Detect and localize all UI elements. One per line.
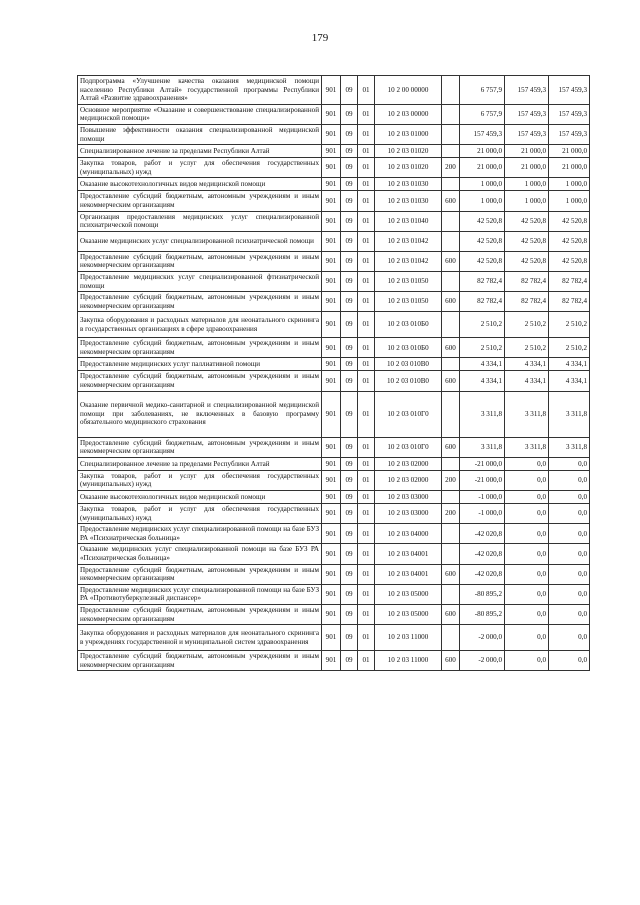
ministry-code: 901 — [322, 604, 341, 624]
ministry-code: 901 — [322, 211, 341, 231]
target-article-code: 10 2 03 05000 — [375, 584, 442, 604]
amount-year-1: -42 020,8 — [460, 564, 505, 584]
table-row — [78, 625, 590, 651]
target-article-code: 10 2 03 04000 — [375, 524, 442, 544]
amount-year-2: 82 782,4 — [505, 271, 549, 291]
expense-type-code — [442, 391, 460, 437]
ministry-code: 901 — [322, 338, 341, 358]
expense-type-code — [442, 358, 460, 371]
amount-year-3: 1 000,0 — [549, 191, 590, 211]
table-row — [78, 231, 590, 251]
section-code: 09 — [341, 211, 358, 231]
amount-year-1: -80 895,2 — [460, 604, 505, 624]
amount-year-1: -80 895,2 — [460, 584, 505, 604]
target-article-code: 10 2 03 010Г0 — [375, 391, 442, 437]
row-description: Специализированное лечение за пределами Республики Алтай — [78, 145, 322, 158]
amount-year-3: 1 000,0 — [549, 178, 590, 191]
amount-year-3: 0,0 — [549, 457, 590, 470]
subsection-code: 01 — [358, 211, 375, 231]
ministry-code: 901 — [322, 437, 341, 457]
row-description: Предоставление субсидий бюджетным, автономным учреждениям и иным некоммерческим организациям — [78, 292, 322, 312]
amount-year-1: 82 782,4 — [460, 292, 505, 312]
amount-year-2: 2 510,2 — [505, 338, 549, 358]
expense-type-code: 600 — [442, 604, 460, 624]
amount-year-1: 4 334,1 — [460, 371, 505, 391]
amount-year-3: 0,0 — [549, 651, 590, 671]
target-article-code: 10 2 03 01042 — [375, 251, 442, 271]
subsection-code: 01 — [358, 504, 375, 524]
subsection-code: 01 — [358, 231, 375, 251]
ministry-code: 901 — [322, 457, 341, 470]
ministry-code: 901 — [322, 191, 341, 211]
expense-type-code: 600 — [442, 338, 460, 358]
amount-year-1: 42 520,8 — [460, 211, 505, 231]
amount-year-2: 0,0 — [505, 457, 549, 470]
amount-year-3: 0,0 — [549, 524, 590, 544]
table-row — [78, 604, 590, 624]
subsection-code: 01 — [358, 292, 375, 312]
ministry-code: 901 — [322, 625, 341, 651]
amount-year-3: 157 459,3 — [549, 76, 590, 105]
amount-year-1: -21 000,0 — [460, 470, 505, 490]
expense-type-code — [442, 271, 460, 291]
expense-type-code — [442, 104, 460, 124]
subsection-code: 01 — [358, 544, 375, 564]
expense-type-code — [442, 491, 460, 504]
ministry-code: 901 — [322, 544, 341, 564]
row-description: Предоставление субсидий бюджетным, автономным учреждениям и иным некоммерческим организациям — [78, 604, 322, 624]
target-article-code: 10 2 03 04001 — [375, 544, 442, 564]
section-code: 09 — [341, 470, 358, 490]
amount-year-3: 0,0 — [549, 584, 590, 604]
row-description: Предоставление субсидий бюджетным, автономным учреждениям и иным некоммерческим организациям — [78, 651, 322, 671]
subsection-code: 01 — [358, 191, 375, 211]
section-code: 09 — [341, 544, 358, 564]
ministry-code: 901 — [322, 76, 341, 105]
section-code: 09 — [341, 504, 358, 524]
subsection-code: 01 — [358, 604, 375, 624]
ministry-code: 901 — [322, 564, 341, 584]
table-row — [78, 158, 590, 178]
amount-year-3: 0,0 — [549, 504, 590, 524]
target-article-code: 10 2 00 00000 — [375, 76, 442, 105]
ministry-code: 901 — [322, 371, 341, 391]
table-row — [78, 504, 590, 524]
ministry-code: 901 — [322, 491, 341, 504]
amount-year-1: 6 757,9 — [460, 104, 505, 124]
subsection-code: 01 — [358, 584, 375, 604]
amount-year-3: 157 459,3 — [549, 104, 590, 124]
amount-year-3: 4 334,1 — [549, 358, 590, 371]
target-article-code: 10 2 03 01000 — [375, 124, 442, 144]
row-description: Подпрограмма «Улучшение качества оказания медицинской помощи населению Республики Алтай» государственной программы Республики Алтай «Развитие здравоохранения» — [78, 76, 322, 105]
amount-year-2: 0,0 — [505, 491, 549, 504]
expense-type-code: 600 — [442, 292, 460, 312]
amount-year-1: 3 311,8 — [460, 437, 505, 457]
table-row — [78, 145, 590, 158]
target-article-code: 10 2 03 01042 — [375, 231, 442, 251]
expense-type-code: 600 — [442, 371, 460, 391]
amount-year-3: 2 510,2 — [549, 338, 590, 358]
ministry-code: 901 — [322, 391, 341, 437]
section-code: 09 — [341, 312, 358, 338]
row-description: Повышение эффективности оказания специализированной медицинской помощи — [78, 124, 322, 144]
amount-year-2: 0,0 — [505, 470, 549, 490]
amount-year-2: 0,0 — [505, 564, 549, 584]
amount-year-1: -42 020,8 — [460, 524, 505, 544]
row-description: Предоставление субсидий бюджетным, автономным учреждениям и иным некоммерческим организациям — [78, 251, 322, 271]
target-article-code: 10 2 03 010Б0 — [375, 312, 442, 338]
section-code: 09 — [341, 358, 358, 371]
target-article-code: 10 2 03 01020 — [375, 158, 442, 178]
expense-type-code — [442, 625, 460, 651]
section-code: 09 — [341, 604, 358, 624]
amount-year-3: 0,0 — [549, 470, 590, 490]
amount-year-3: 157 459,3 — [549, 124, 590, 144]
target-article-code: 10 2 03 010В0 — [375, 358, 442, 371]
expense-type-code: 600 — [442, 437, 460, 457]
table-row — [78, 457, 590, 470]
target-article-code: 10 2 03 11000 — [375, 651, 442, 671]
amount-year-2: 1 000,0 — [505, 191, 549, 211]
row-description: Оказание высокотехнологичных видов медицинской помощи — [78, 178, 322, 191]
table-row — [78, 358, 590, 371]
amount-year-3: 42 520,8 — [549, 211, 590, 231]
amount-year-3: 0,0 — [549, 564, 590, 584]
amount-year-3: 82 782,4 — [549, 271, 590, 291]
ministry-code: 901 — [322, 145, 341, 158]
subsection-code: 01 — [358, 124, 375, 144]
row-description: Закупка оборудования и расходных материалов для неонатального скрининга в государственных организациях в сфере здравоохранения — [78, 312, 322, 338]
amount-year-1: 2 510,2 — [460, 312, 505, 338]
amount-year-2: 0,0 — [505, 604, 549, 624]
subsection-code: 01 — [358, 625, 375, 651]
subsection-code: 01 — [358, 371, 375, 391]
section-code: 09 — [341, 76, 358, 105]
target-article-code: 10 2 03 01040 — [375, 211, 442, 231]
ministry-code: 901 — [322, 651, 341, 671]
amount-year-1: -2 000,0 — [460, 651, 505, 671]
table-row — [78, 312, 590, 338]
row-description: Оказание медицинских услуг специализированной психиатрической помощи — [78, 231, 322, 251]
target-article-code: 10 2 03 010Б0 — [375, 338, 442, 358]
amount-year-3: 42 520,8 — [549, 251, 590, 271]
expense-type-code — [442, 544, 460, 564]
ministry-code: 901 — [322, 358, 341, 371]
ministry-code: 901 — [322, 504, 341, 524]
amount-year-2: 4 334,1 — [505, 358, 549, 371]
amount-year-1: 4 334,1 — [460, 358, 505, 371]
amount-year-2: 157 459,3 — [505, 76, 549, 105]
table-row — [78, 338, 590, 358]
amount-year-3: 0,0 — [549, 544, 590, 564]
subsection-code: 01 — [358, 651, 375, 671]
amount-year-2: 21 000,0 — [505, 158, 549, 178]
amount-year-3: 0,0 — [549, 604, 590, 624]
target-article-code: 10 2 03 05000 — [375, 604, 442, 624]
subsection-code: 01 — [358, 338, 375, 358]
expense-type-code — [442, 178, 460, 191]
ministry-code: 901 — [322, 231, 341, 251]
amount-year-1: 1 000,0 — [460, 178, 505, 191]
expense-type-code — [442, 76, 460, 105]
amount-year-1: 1 000,0 — [460, 191, 505, 211]
amount-year-2: 3 311,8 — [505, 437, 549, 457]
target-article-code: 10 2 03 010В0 — [375, 371, 442, 391]
row-description: Организация предоставления медицинских услуг специализированной психиатрической помощи — [78, 211, 322, 231]
subsection-code: 01 — [358, 76, 375, 105]
amount-year-2: 0,0 — [505, 524, 549, 544]
section-code: 09 — [341, 145, 358, 158]
ministry-code: 901 — [322, 251, 341, 271]
expense-type-code: 600 — [442, 251, 460, 271]
amount-year-2: 0,0 — [505, 625, 549, 651]
amount-year-2: 2 510,2 — [505, 312, 549, 338]
table-row — [78, 124, 590, 144]
target-article-code: 10 2 03 04001 — [375, 564, 442, 584]
amount-year-2: 42 520,8 — [505, 231, 549, 251]
ministry-code: 901 — [322, 312, 341, 338]
amount-year-3: 3 311,8 — [549, 437, 590, 457]
ministry-code: 901 — [322, 158, 341, 178]
amount-year-1: -42 020,8 — [460, 544, 505, 564]
amount-year-3: 82 782,4 — [549, 292, 590, 312]
subsection-code: 01 — [358, 104, 375, 124]
target-article-code: 10 2 03 03000 — [375, 504, 442, 524]
amount-year-3: 0,0 — [549, 625, 590, 651]
section-code: 09 — [341, 338, 358, 358]
amount-year-1: -2 000,0 — [460, 625, 505, 651]
row-description: Предоставление субсидий бюджетным, автономным учреждениям и иным некоммерческим организациям — [78, 371, 322, 391]
table-row — [78, 391, 590, 437]
row-description: Специализированное лечение за пределами Республики Алтай — [78, 457, 322, 470]
table-row — [78, 491, 590, 504]
target-article-code: 10 2 03 03000 — [375, 491, 442, 504]
subsection-code: 01 — [358, 251, 375, 271]
amount-year-2: 157 459,3 — [505, 124, 549, 144]
amount-year-1: 3 311,8 — [460, 391, 505, 437]
amount-year-2: 4 334,1 — [505, 371, 549, 391]
table-row — [78, 470, 590, 490]
row-description: Предоставление медицинских услуг паллиативной помощи — [78, 358, 322, 371]
section-code: 09 — [341, 158, 358, 178]
row-description: Закупка оборудования и расходных материалов для неонатального скрининга в учреждениях государственной и муниципальной систем здравоохранения — [78, 625, 322, 651]
row-description: Предоставление субсидий бюджетным, автономным учреждениям и иным некоммерческим организациям — [78, 437, 322, 457]
subsection-code: 01 — [358, 437, 375, 457]
row-description: Предоставление субсидий бюджетным, автономным учреждениям и иным некоммерческим организациям — [78, 564, 322, 584]
amount-year-1: 82 782,4 — [460, 271, 505, 291]
target-article-code: 10 2 03 01050 — [375, 292, 442, 312]
section-code: 09 — [341, 251, 358, 271]
expense-type-code: 200 — [442, 504, 460, 524]
table-row — [78, 271, 590, 291]
amount-year-1: -1 000,0 — [460, 504, 505, 524]
amount-year-3: 42 520,8 — [549, 231, 590, 251]
amount-year-2: 42 520,8 — [505, 251, 549, 271]
subsection-code: 01 — [358, 158, 375, 178]
expense-type-code — [442, 457, 460, 470]
section-code: 09 — [341, 191, 358, 211]
expense-type-code: 600 — [442, 191, 460, 211]
amount-year-1: 2 510,2 — [460, 338, 505, 358]
target-article-code: 10 2 03 00000 — [375, 104, 442, 124]
ministry-code: 901 — [322, 271, 341, 291]
target-article-code: 10 2 03 11000 — [375, 625, 442, 651]
row-description: Оказание медицинских услуг специализированной помощи на базе БУЗ РА «Психиатрическая больница» — [78, 544, 322, 564]
subsection-code: 01 — [358, 271, 375, 291]
amount-year-1: 157 459,3 — [460, 124, 505, 144]
expense-type-code — [442, 145, 460, 158]
amount-year-1: 6 757,9 — [460, 76, 505, 105]
subsection-code: 01 — [358, 312, 375, 338]
table-row — [78, 191, 590, 211]
section-code: 09 — [341, 104, 358, 124]
section-code: 09 — [341, 124, 358, 144]
table-body — [78, 76, 590, 671]
amount-year-2: 42 520,8 — [505, 211, 549, 231]
section-code: 09 — [341, 391, 358, 437]
subsection-code: 01 — [358, 178, 375, 191]
row-description: Предоставление субсидий бюджетным, автономным учреждениям и иным некоммерческим организациям — [78, 338, 322, 358]
amount-year-2: 157 459,3 — [505, 104, 549, 124]
table-row — [78, 437, 590, 457]
target-article-code: 10 2 03 010Г0 — [375, 437, 442, 457]
expense-type-code — [442, 124, 460, 144]
row-description: Оказание первичной медико-санитарной и специализированной медицинской помощи при заболеваниях, не включенных в базовую программу обязательного медицинского страхования — [78, 391, 322, 437]
row-description: Предоставление медицинских услуг специализированной помощи на базе БУЗ РА «Психиатрическая больница» — [78, 524, 322, 544]
ministry-code: 901 — [322, 292, 341, 312]
row-description: Предоставление медицинских услуг специализированной помощи на базе БУЗ РА «Противотуберкулезный диспансер» — [78, 584, 322, 604]
expense-type-code — [442, 584, 460, 604]
subsection-code: 01 — [358, 391, 375, 437]
amount-year-2: 0,0 — [505, 544, 549, 564]
amount-year-3: 21 000,0 — [549, 158, 590, 178]
target-article-code: 10 2 03 01030 — [375, 191, 442, 211]
table-row — [78, 371, 590, 391]
table-row — [78, 564, 590, 584]
subsection-code: 01 — [358, 145, 375, 158]
section-code: 09 — [341, 371, 358, 391]
section-code: 09 — [341, 231, 358, 251]
table-row — [78, 104, 590, 124]
expense-type-code — [442, 312, 460, 338]
ministry-code: 901 — [322, 524, 341, 544]
target-article-code: 10 2 03 01050 — [375, 271, 442, 291]
ministry-code: 901 — [322, 104, 341, 124]
subsection-code: 01 — [358, 457, 375, 470]
row-description: Закупка товаров, работ и услуг для обеспечения государственных (муниципальных) нужд — [78, 158, 322, 178]
row-description: Основное мероприятие «Оказание и совершенствование специализированной медицинской помощи» — [78, 104, 322, 124]
amount-year-2: 0,0 — [505, 504, 549, 524]
amount-year-1: 42 520,8 — [460, 251, 505, 271]
table-row — [78, 524, 590, 544]
section-code: 09 — [341, 457, 358, 470]
amount-year-3: 4 334,1 — [549, 371, 590, 391]
expense-type-code — [442, 524, 460, 544]
section-code: 09 — [341, 178, 358, 191]
amount-year-1: 42 520,8 — [460, 231, 505, 251]
expense-type-code — [442, 231, 460, 251]
expense-type-code: 600 — [442, 564, 460, 584]
expense-type-code: 200 — [442, 158, 460, 178]
table-row — [78, 251, 590, 271]
table-row — [78, 211, 590, 231]
expense-type-code: 600 — [442, 651, 460, 671]
row-description: Предоставление медицинских услуг специализированной фтизиатрической помощи — [78, 271, 322, 291]
amount-year-3: 2 510,2 — [549, 312, 590, 338]
table-row — [78, 544, 590, 564]
amount-year-2: 21 000,0 — [505, 145, 549, 158]
target-article-code: 10 2 03 02000 — [375, 470, 442, 490]
amount-year-1: 21 000,0 — [460, 145, 505, 158]
ministry-code: 901 — [322, 470, 341, 490]
section-code: 09 — [341, 524, 358, 544]
target-article-code: 10 2 03 02000 — [375, 457, 442, 470]
table-row — [78, 76, 590, 105]
subsection-code: 01 — [358, 524, 375, 544]
section-code: 09 — [341, 292, 358, 312]
amount-year-2: 82 782,4 — [505, 292, 549, 312]
table-row — [78, 651, 590, 671]
section-code: 09 — [341, 625, 358, 651]
page-number: 179 — [311, 32, 329, 44]
amount-year-2: 1 000,0 — [505, 178, 549, 191]
amount-year-2: 0,0 — [505, 584, 549, 604]
subsection-code: 01 — [358, 564, 375, 584]
subsection-code: 01 — [358, 358, 375, 371]
amount-year-1: -21 000,0 — [460, 457, 505, 470]
expense-type-code: 200 — [442, 470, 460, 490]
table-row — [78, 584, 590, 604]
amount-year-1: -1 000,0 — [460, 491, 505, 504]
ministry-code: 901 — [322, 178, 341, 191]
ministry-code: 901 — [322, 584, 341, 604]
section-code: 09 — [341, 584, 358, 604]
subsection-code: 01 — [358, 470, 375, 490]
subsection-code: 01 — [358, 491, 375, 504]
row-description: Закупка товаров, работ и услуг для обеспечения государственных (муниципальных) нужд — [78, 470, 322, 490]
target-article-code: 10 2 03 01020 — [375, 145, 442, 158]
row-description: Закупка товаров, работ и услуг для обеспечения государственных (муниципальных) нужд — [78, 504, 322, 524]
row-description: Оказание высокотехнологичных видов медицинской помощи — [78, 491, 322, 504]
section-code: 09 — [341, 491, 358, 504]
ministry-code: 901 — [322, 124, 341, 144]
section-code: 09 — [341, 437, 358, 457]
table-row — [78, 292, 590, 312]
amount-year-3: 21 000,0 — [549, 145, 590, 158]
budget-table — [77, 75, 590, 671]
amount-year-3: 3 311,8 — [549, 391, 590, 437]
target-article-code: 10 2 03 01030 — [375, 178, 442, 191]
section-code: 09 — [341, 271, 358, 291]
expense-type-code — [442, 211, 460, 231]
table-row — [78, 178, 590, 191]
amount-year-3: 0,0 — [549, 491, 590, 504]
section-code: 09 — [341, 564, 358, 584]
amount-year-2: 3 311,8 — [505, 391, 549, 437]
amount-year-2: 0,0 — [505, 651, 549, 671]
amount-year-1: 21 000,0 — [460, 158, 505, 178]
section-code: 09 — [341, 651, 358, 671]
row-description: Предоставление субсидий бюджетным, автономным учреждениям и иным некоммерческим организациям — [78, 191, 322, 211]
